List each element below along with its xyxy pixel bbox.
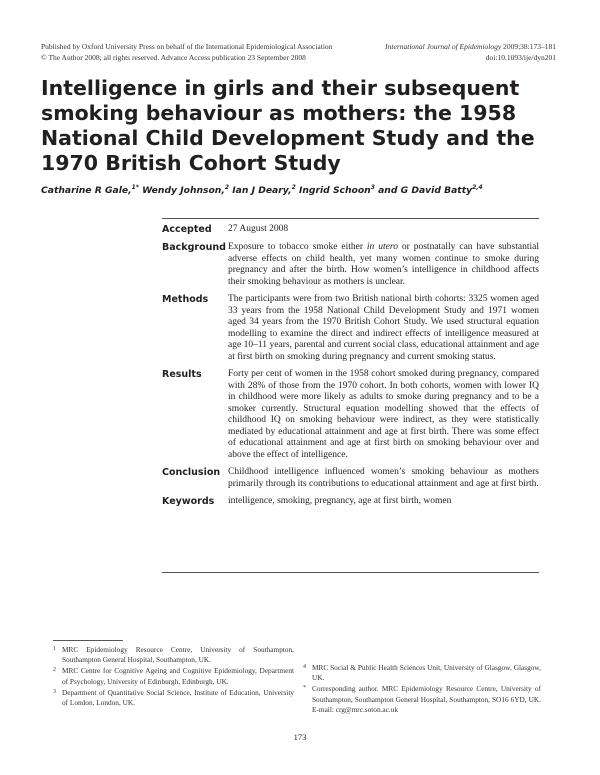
journal-header xyxy=(385,41,556,63)
abstract-top-rule xyxy=(162,218,539,219)
accepted-date: 27 August 2008 xyxy=(228,224,289,234)
keywords-text: intelligence, smoking, pregnancy, age at first birth, women xyxy=(228,496,452,506)
publisher-line: Published by Oxford University Press on behalf of the International Epidemiological Association xyxy=(41,42,333,51)
author-affiliation: 2 xyxy=(291,184,296,191)
copyright-line: © The Author 2008; all rights reserved. Advance Access publication 23 September 2008 xyxy=(41,53,306,62)
methods-text: The participants were from two British national birth cohorts: 3325 women aged 33 years from the 1958 National Child Development Study and 1971 women aged 34 years from the 1970 British Cohort Study. We used structural equation modelling to examine the direct and indirect effects of intelligence measured at age 10–11 years, parental and current social class, educational attainment and age at first birth on smoking during pregnancy and current smoking status. xyxy=(228,294,539,362)
author-name: Ingrid Schoon xyxy=(295,185,371,197)
abstract-keywords xyxy=(162,496,539,508)
author-list xyxy=(41,184,561,196)
author-affiliation: 2,4 xyxy=(472,184,483,191)
author-name: Wendy Johnson, xyxy=(138,185,225,197)
accepted-label: Accepted xyxy=(162,224,212,235)
results-text: Forty per cent of women in the 1958 cohort smoked during pregnancy, compared with 28% of those from the 1970 cohort. In both cohorts, women with lower IQ in childhood were more likely as adults to smoke during pregnancy and to be a smoker currently. Structural equation modelling showed that the effects of childhood IQ on smoking behaviour were indirect, as they were statistically mediated by educational attainment and age at first birth. There was some effect of educational attainment and age at first birth on smoking behaviour over and above the effect of intelligence. xyxy=(228,369,539,460)
abstract-bottom-rule xyxy=(162,572,539,573)
conclusion-text: Childhood intelligence influenced women’s smoking behaviour as mothers primarily through its contributions to educational attainment and age at first birth. xyxy=(228,467,539,489)
results-label: Results xyxy=(162,369,202,380)
abstract-background xyxy=(162,242,539,288)
footnote: 2 MRC Centre for Cognitive Ageing and Cognitive Epidemiology, Department of Psychology, University of Edinburgh, Edinburgh, UK. xyxy=(53,666,294,686)
keywords-label: Keywords xyxy=(162,496,215,507)
background-label: Background xyxy=(162,242,226,253)
abstract-accepted xyxy=(162,224,539,236)
author-name: Catharine R Gale, xyxy=(41,185,132,197)
author-affiliation: 3 xyxy=(370,184,375,191)
footnotes-left xyxy=(53,645,294,709)
page-number: 173 xyxy=(293,732,307,742)
footnote: 1 MRC Epidemiology Resource Centre, University of Southampton, Southampton General Hospital, Southampton, UK. xyxy=(53,645,294,665)
footnote-rule xyxy=(53,640,123,641)
conclusion-label: Conclusion xyxy=(162,467,221,478)
methods-label: Methods xyxy=(162,294,209,305)
author-name: Ian J Deary, xyxy=(229,185,292,197)
author-affiliation: 1* xyxy=(131,184,139,191)
doi-line: doi:10.1093/ije/dyn201 xyxy=(485,53,556,62)
journal-citation: 2009;38:173–181 xyxy=(501,42,556,51)
journal-name: International Journal of Epidemiology xyxy=(385,42,502,51)
author-affiliation: 2 xyxy=(224,184,230,191)
footnotes-right xyxy=(303,663,541,716)
abstract-conclusion xyxy=(162,467,539,490)
footnote: 3 Department of Quantitative Social Science, Institute of Education, University of London, London, UK. xyxy=(53,687,294,708)
author-name: and G David Batty xyxy=(374,185,473,197)
article-title: Intelligence in girls and their subsequent smoking behaviour as mothers: the 1958 National Child Development Study and the 1970 British Cohort Study xyxy=(41,76,535,175)
abstract-results xyxy=(162,369,539,461)
footnote: 4 MRC Social & Public Health Sciences Unit, University of Glasgow, Glasgow, UK. xyxy=(303,663,541,683)
background-text: Exposure to tobacco smoke either in utero or postnatally can have substantial adverse effects on child health, yet many women continue to smoke during pregnancy and after the birth. How women’s intelligence in childhood affects their smoking behaviour as mothers is unclear. xyxy=(228,242,539,287)
abstract-methods xyxy=(162,294,539,363)
background-italic: in utero xyxy=(366,242,398,252)
footnote: * Corresponding author. MRC Epidemiology Resource Centre, University of Southampton, Southampton General Hospital, Southampton, SO16 6YD, UK. E-mail: crg@mrc.soton.ac.uk xyxy=(303,684,541,714)
abstract xyxy=(162,224,539,514)
publisher-header xyxy=(41,41,332,63)
